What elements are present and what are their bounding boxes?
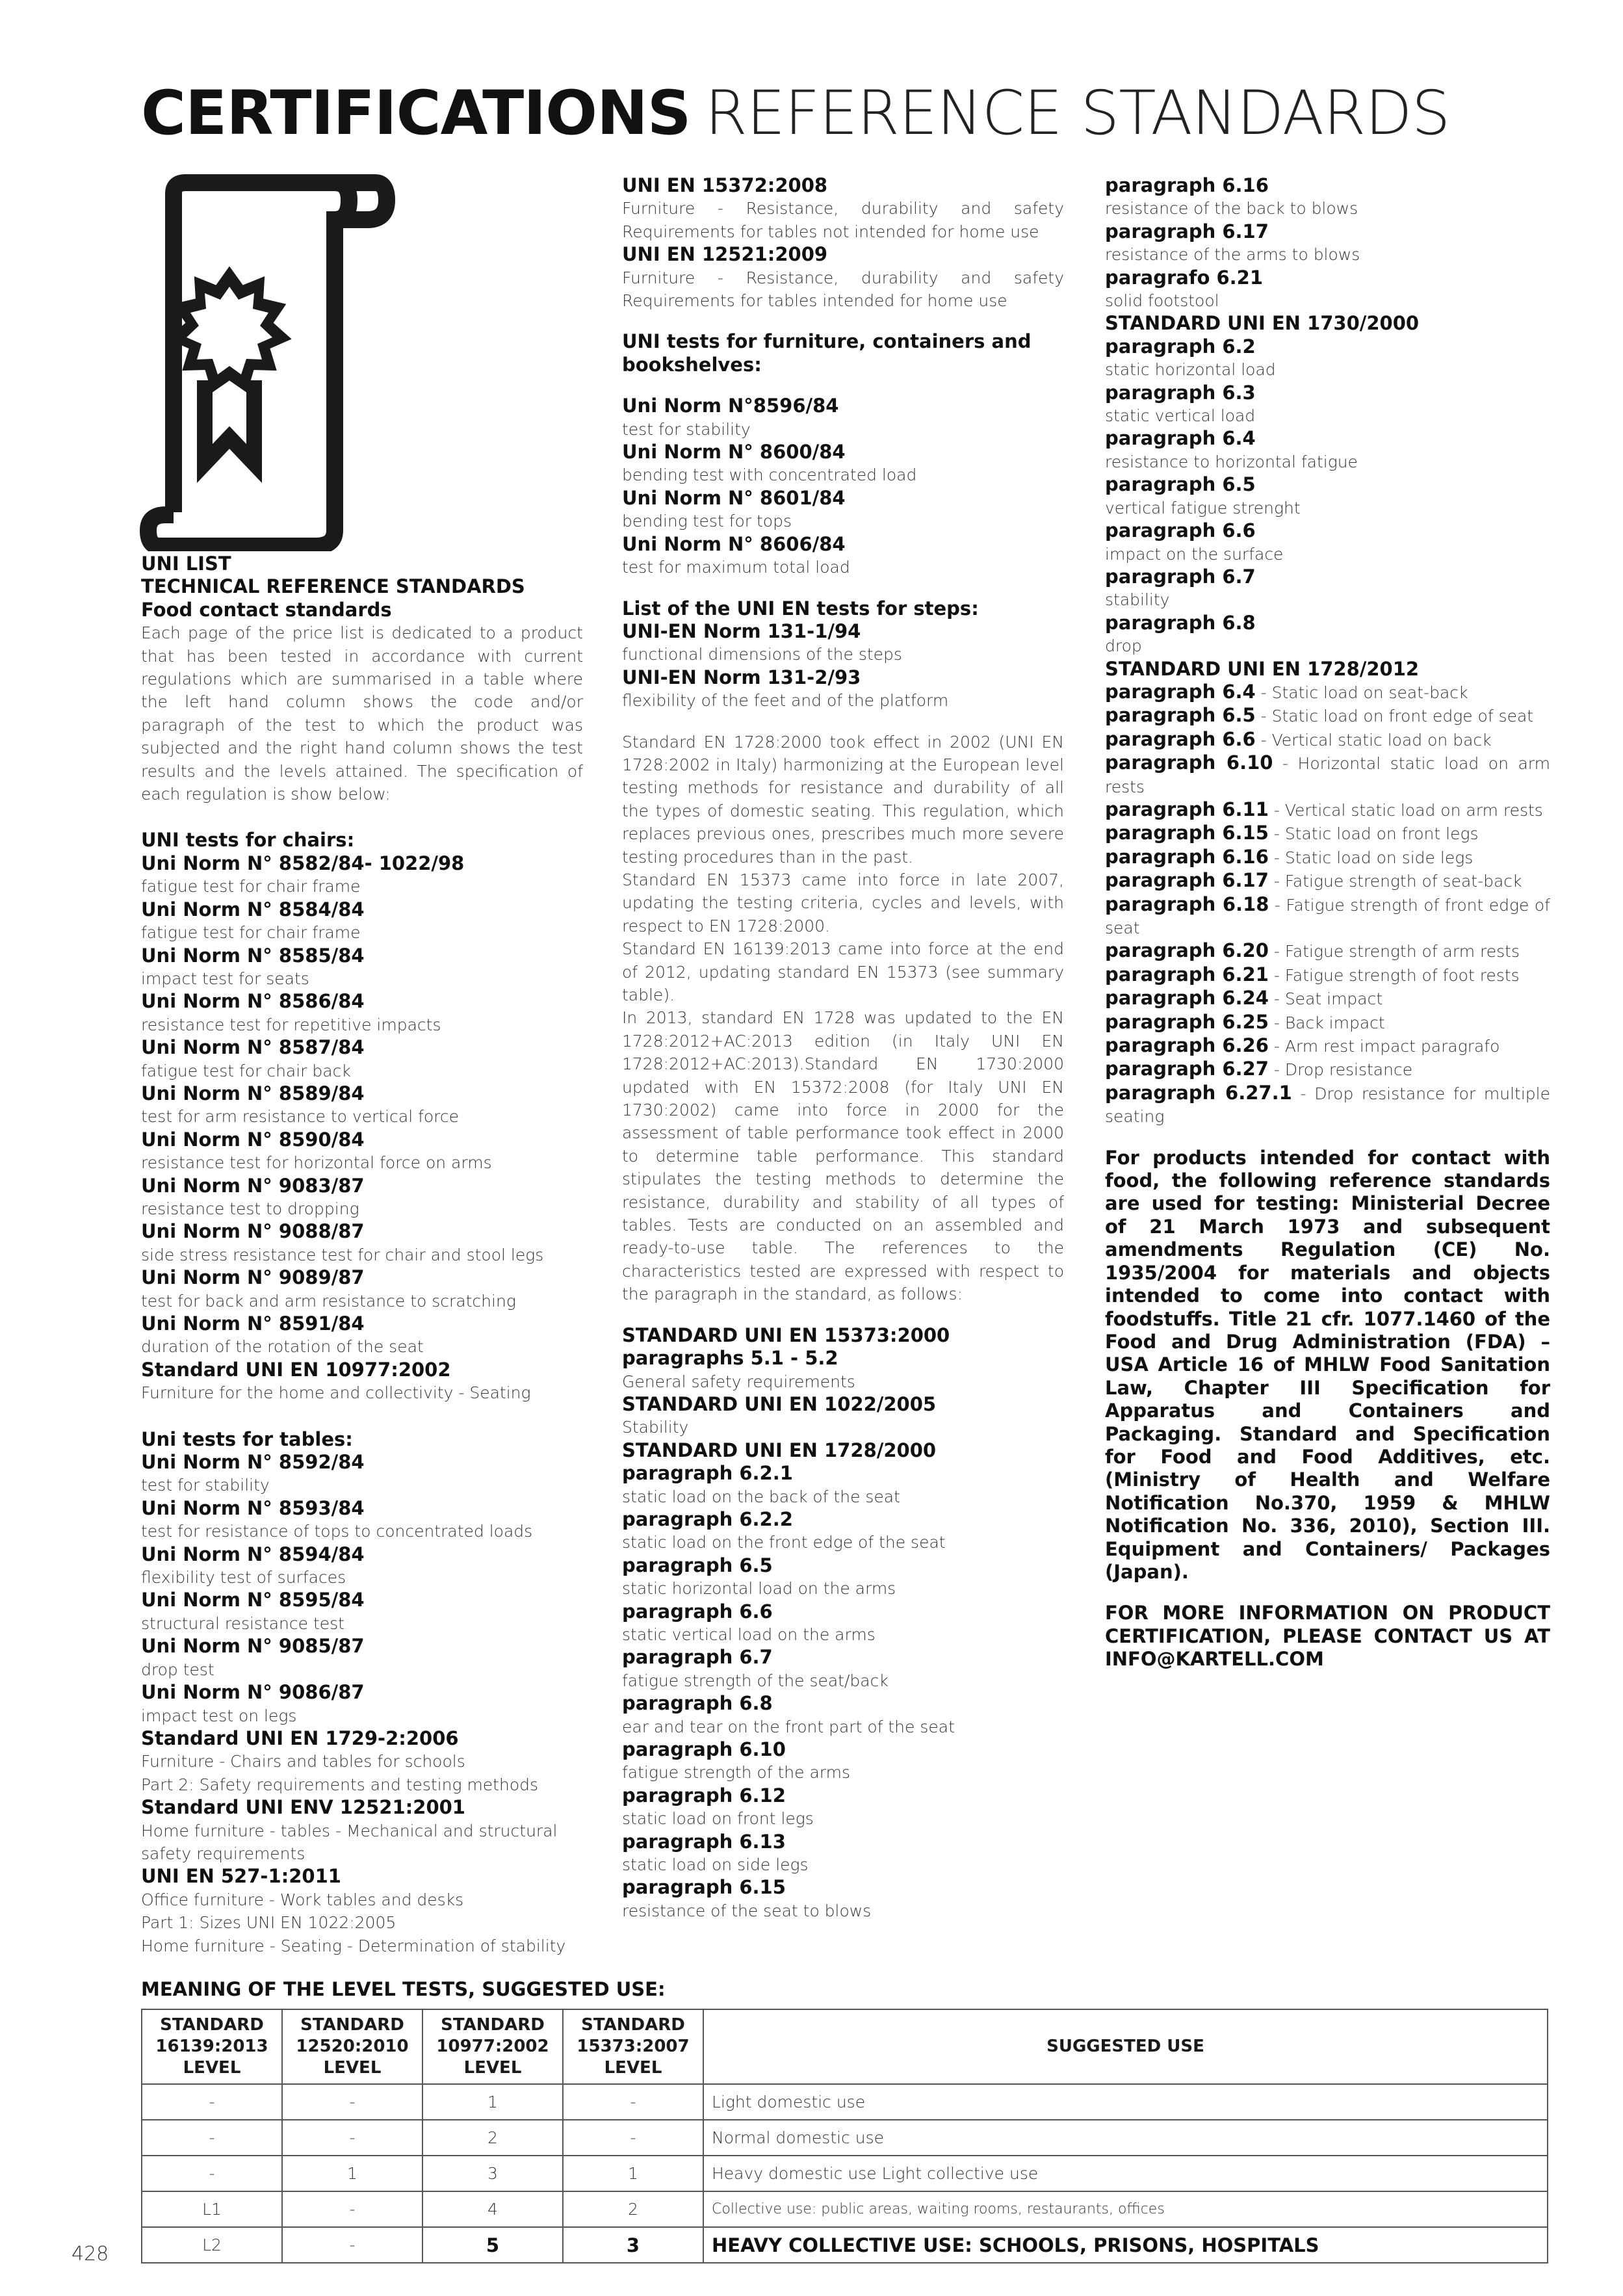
list-item: paragraph 6.11 - Vertical static load on arm rests	[1105, 798, 1543, 820]
header-15373: STANDARD 15373:2007 LEVEL	[563, 2009, 703, 2084]
list-item	[141, 852, 583, 898]
item-desc: test for maximum total load	[622, 558, 850, 577]
item-code: paragraph 6.7	[622, 1646, 773, 1669]
container-test-list	[622, 395, 1064, 579]
table-body	[142, 2084, 1548, 2263]
list-item	[622, 533, 1064, 579]
item-code: paragraph 6.18	[1105, 893, 1269, 915]
item-code: Uni Norm N° 9085/87	[141, 1635, 365, 1658]
item-code: paragraph 6.4	[1105, 427, 1256, 450]
list-item	[141, 990, 583, 1036]
item-code: Standard UNI EN 10977:2002	[141, 1358, 451, 1381]
cell-level: -	[282, 2120, 422, 2156]
item-code: Uni Norm N° 8585/84	[141, 944, 365, 967]
item-code: Uni Norm N° 8584/84	[141, 898, 365, 920]
list-item: paragraph 6.4 - Static load on seat-back	[1105, 680, 1468, 703]
item-desc: Stability	[622, 1418, 689, 1437]
steps-heading: List of the UNI EN tests for steps:	[622, 597, 979, 620]
technical-standards-heading: TECHNICAL REFERENCE STANDARDS	[141, 575, 525, 598]
header-12520: STANDARD 12520:2010 LEVEL	[282, 2009, 422, 2084]
paragraph-en1728: Standard EN 1728:2000 took effect in 2002 (UNI EN 1728:2002 in Italy) harmonizing at the European level testing methods for resistance and durability of all the types of domestic seating. This regulation, which replaces previous ones, prescribes much more severe testing procedures than in the past.	[622, 732, 1064, 867]
item-code: Uni Norm N° 9086/87	[141, 1681, 365, 1704]
item-desc: fatigue test for chair frame	[141, 923, 361, 943]
item-code: paragraph 6.11	[1105, 798, 1269, 820]
item-code: paragraph 6.2.1	[622, 1462, 793, 1485]
item-desc: Static load on seat-back	[1271, 683, 1468, 702]
item-desc: fatigue strength of the arms	[622, 1763, 850, 1782]
item-code: paragraph 6.13	[622, 1830, 786, 1853]
list-item	[141, 1082, 583, 1128]
list-item: paragraph 6.17 - Fatigue strength of seat-back	[1105, 869, 1522, 892]
list-item	[141, 1911, 583, 1934]
list-item	[622, 1554, 1064, 1600]
item-desc: flexibility test of surfaces	[141, 1568, 346, 1587]
item-code: paragraph 6.8	[622, 1692, 773, 1715]
list-item	[622, 1600, 1064, 1647]
cell-level: L1	[142, 2191, 282, 2227]
table-header-row	[142, 2009, 1548, 2084]
contact-paragraph: FOR MORE INFORMATION ON PRODUCT CERTIFICATION, PLEASE CONTACT US AT INFO@KARTELL.COM	[1105, 1602, 1550, 1671]
item-desc: Static load on front legs	[1284, 824, 1479, 844]
cell-suggested-use: HEAVY COLLECTIVE USE: SCHOOLS, PRISONS, HOSPITALS	[703, 2227, 1548, 2263]
cell-level: 1	[282, 2156, 422, 2191]
list-item	[622, 1646, 1064, 1692]
cell-level: 2	[422, 2120, 563, 2156]
item-code: paragrafo 6.21	[1105, 266, 1264, 289]
item-code: Uni Norm N° 8590/84	[141, 1128, 365, 1151]
list-item	[1105, 519, 1550, 566]
standard-paragraph-list	[622, 1324, 1064, 1923]
item-desc: Fatigue strength of front edge of seat	[1105, 895, 1550, 937]
list-item	[141, 1796, 583, 1865]
step-test-list	[622, 620, 1064, 712]
column-left	[141, 553, 583, 1957]
item-desc: Static load on side legs	[1284, 848, 1474, 867]
list-item	[141, 1635, 583, 1681]
item-code: paragraph 6.21	[1105, 963, 1269, 985]
item-desc: static horizontal load	[1105, 360, 1276, 380]
item-code: paragraph 6.10	[622, 1738, 786, 1760]
item-code: paragraph 6.15	[1105, 822, 1269, 844]
item-code: paragraph 6.6	[622, 1600, 773, 1623]
paragraph-en15373: Standard EN 15373 came into force in late 2007, updating the testing criteria, cycles and levels, with respect to EN 1728:2000.	[622, 870, 1064, 935]
item-desc: Part 2: Safety requirements and testing methods	[141, 1775, 539, 1794]
item-code: Uni Norm N° 8582/84- 1022/98	[141, 852, 465, 874]
item-desc: fatigue test for chair back	[141, 1061, 351, 1080]
item-code: UNI EN 527-1:2011	[141, 1865, 341, 1888]
list-item	[622, 1831, 1064, 1877]
list-item	[1105, 566, 1550, 612]
item-desc: static load on the front edge of the seat	[622, 1533, 946, 1552]
item-desc: resistance of the arms to blows	[1105, 245, 1360, 265]
list-item	[141, 1036, 583, 1082]
cell-level: 2	[563, 2191, 703, 2227]
column-right	[1105, 174, 1550, 1671]
item-desc: drop test	[141, 1660, 214, 1679]
header-16139: STANDARD 16139:2013 LEVEL	[142, 2009, 282, 2084]
item-code: paragraph 6.17	[1105, 869, 1269, 892]
item-code: Uni Norm N° 8601/84	[622, 486, 846, 509]
list-item	[141, 898, 583, 945]
item-desc: Arm rest impact paragrafo	[1284, 1037, 1500, 1056]
table-row	[142, 2191, 1548, 2227]
item-desc: static load on side legs	[622, 1855, 809, 1875]
item-desc: test for back and arm resistance to scratching	[141, 1291, 516, 1311]
item-desc: solid footstool	[1105, 291, 1219, 311]
item-desc: resistance of the seat to blows	[622, 1901, 872, 1920]
list-item: paragraph 6.27 - Drop resistance	[1105, 1058, 1413, 1080]
item-code: Uni Norm N° 9088/87	[141, 1220, 365, 1243]
intro-paragraph: Each page of the price list is dedicated to a product that has been tested in accordance with current regulations which are summarised in a table where the left hand column shows the code and/or paragraph of the test to which the product was subjected and the right hand column shows the test results and the levels attained. The specification of each regulation is show below:	[141, 623, 583, 804]
item-code: paragraph 6.6	[1105, 519, 1256, 542]
list-item	[622, 666, 1064, 712]
item-code: STANDARD UNI EN 1730/2000	[1105, 312, 1420, 335]
item-code: paragraph 6.2	[1105, 335, 1256, 358]
cell-level: L2	[142, 2227, 282, 2263]
item-code: paragraph 6.26	[1105, 1034, 1269, 1057]
item-desc: static load on front legs	[622, 1809, 814, 1829]
list-item: paragraph 6.16 - Static load on side legs	[1105, 845, 1474, 868]
cell-level: -	[142, 2120, 282, 2156]
item-code: paragraphs 5.1 - 5.2	[622, 1347, 838, 1370]
cell-level: -	[142, 2156, 282, 2191]
list-item	[1105, 612, 1550, 658]
item-desc: impact on the surface	[1105, 544, 1284, 564]
item-code: paragraph 6.5	[1105, 473, 1256, 496]
list-item: paragraph 6.21 - Fatigue strength of foot rests	[1105, 963, 1520, 985]
item-desc: test for arm resistance to vertical force	[141, 1107, 460, 1127]
list-item	[1105, 473, 1550, 519]
item-desc: static horizontal load on the arms	[622, 1579, 896, 1598]
level-table-title: MEANING OF THE LEVEL TESTS, SUGGESTED USE:	[141, 1978, 666, 2000]
list-item: paragraph 6.5 - Static load on front edge of seat	[1105, 704, 1534, 727]
item-desc: static vertical load on the arms	[622, 1624, 876, 1644]
item-code: paragraph 6.20	[1105, 939, 1269, 962]
paragraph-2013-update: In 2013, standard EN 1728 was updated to the EN 1728:2012+AC:2013 edition (in Italy UNI EN 1728:2012+AC:2013).Standard EN 1730:2000 updated with EN 15372:2008 (for Italy UNI EN 1730:2002) came into force in 2000 for the assessment of table performance took effect in 2000 to determine table performance. This standard stipulates the testing methods to determine the resistance, durability and stability of all types of tables. Tests are conducted on an assembled and ready-to-use table. The references to the characteristics tested are expressed with respect to the paragraph in the standard, as follows:	[622, 1008, 1064, 1304]
paragraph-en16139: Standard EN 16139:2013 came into force at the end of 2012, updating standard EN 15373 (see summary table).	[622, 939, 1064, 1004]
chairs-heading: UNI tests for chairs:	[141, 829, 355, 852]
header-10977: STANDARD 10977:2002 LEVEL	[422, 2009, 563, 2084]
std-1728-2012-heading: STANDARD UNI EN 1728/2012	[1105, 657, 1420, 680]
cell-suggested-use: Collective use: public areas, waiting rooms, restaurants, offices	[703, 2191, 1548, 2227]
item-code: paragraph 6.10	[1105, 751, 1273, 774]
list-item	[622, 1738, 1064, 1784]
item-desc: Vertical static load on arm rests	[1284, 800, 1543, 820]
item-desc: Part 1: Sizes UNI EN 1022:2005	[141, 1913, 396, 1933]
item-desc: Furniture - Chairs and tables for schools	[141, 1752, 465, 1771]
cell-level: -	[282, 2191, 422, 2227]
item-desc: resistance test to dropping	[141, 1199, 359, 1218]
item-code: Uni Norm N° 8594/84	[141, 1543, 365, 1565]
cell-level: -	[282, 2227, 422, 2263]
cell-level: 1	[563, 2156, 703, 2191]
item-desc: bending test for tops	[622, 512, 792, 531]
cell-level: -	[142, 2084, 282, 2120]
item-desc: resistance test for repetitive impacts	[141, 1015, 441, 1034]
item-code: Uni Norm N°8596/84	[622, 395, 839, 417]
item-code: UNI-EN Norm 131-2/93	[622, 666, 861, 688]
item-code: paragraph 6.27.1	[1105, 1081, 1292, 1104]
item-desc: Drop resistance	[1284, 1060, 1413, 1080]
item-desc: Furniture - Resistance, durability and safety Requirements for tables not intended for home use	[622, 199, 1064, 241]
list-item	[622, 1784, 1064, 1831]
list-item	[1105, 312, 1550, 335]
list-item: paragraph 6.18 - Fatigue strength of front edge of seat	[1105, 893, 1550, 937]
item-desc: resistance of the back to blows	[1105, 199, 1358, 218]
item-desc: Horizontal static load on arm rests	[1105, 754, 1550, 796]
table-row	[142, 2227, 1548, 2263]
cell-level: 3	[563, 2227, 703, 2263]
cell-suggested-use: Normal domestic use	[703, 2120, 1548, 2156]
item-desc: Back impact	[1284, 1013, 1385, 1032]
list-item: paragraph 6.15 - Static load on front legs	[1105, 822, 1479, 844]
list-item	[141, 1773, 583, 1796]
item-desc: impact test on legs	[141, 1706, 297, 1725]
item-desc: resistance to horizontal fatigue	[1105, 452, 1358, 471]
item-desc: General safety requirements	[622, 1372, 855, 1391]
item-desc: Drop resistance for multiple seating	[1105, 1084, 1551, 1127]
list-item: paragraph 6.27.1 - Drop resistance for multiple seating	[1105, 1081, 1551, 1127]
table-row	[142, 2156, 1548, 2191]
item-desc: Static load on front edge of seat	[1271, 707, 1534, 726]
item-desc: Vertical static load on back	[1271, 730, 1492, 750]
item-desc: Fatigue strength of arm rests	[1284, 942, 1520, 961]
list-item	[141, 1220, 583, 1266]
item-desc: Home furniture - Seating - Determination of stability	[141, 1936, 566, 1955]
item-code: UNI EN 15372:2008	[622, 174, 828, 196]
list-item	[141, 1359, 583, 1405]
item-code: Uni Norm N° 8595/84	[141, 1589, 365, 1611]
cell-level: 1	[422, 2084, 563, 2120]
list-item	[141, 1128, 583, 1175]
list-item	[141, 1935, 583, 1957]
item-desc: Home furniture - tables - Mechanical and structural safety requirements	[141, 1821, 558, 1863]
item-code: Uni Norm N° 8593/84	[141, 1496, 365, 1519]
list-item	[141, 1543, 583, 1589]
table-test-list	[141, 1451, 583, 1957]
item-desc: Office furniture - Work tables and desks	[141, 1890, 464, 1909]
tables-heading: Uni tests for tables:	[141, 1428, 353, 1450]
item-code: STANDARD UNI EN 1022/2005	[622, 1392, 937, 1415]
item-code: Uni Norm N° 9089/87	[141, 1266, 365, 1289]
item-code: paragraph 6.16	[1105, 845, 1269, 868]
item-code: Standard UNI ENV 12521:2001	[141, 1796, 465, 1819]
list-item	[1105, 174, 1550, 220]
list-item	[1105, 427, 1550, 473]
item-code: Uni Norm N° 8600/84	[622, 441, 846, 463]
list-item	[622, 487, 1064, 533]
list-item	[141, 1312, 583, 1359]
list-item	[622, 620, 1064, 666]
page-number: 428	[71, 2243, 109, 2265]
list-item	[622, 1439, 1064, 1462]
item-code: paragraph 6.16	[1105, 174, 1269, 196]
item-desc: bending test with concentrated load	[622, 465, 917, 485]
item-desc: resistance test for horizontal force on arms	[141, 1153, 492, 1173]
item-desc: fatigue test for chair frame	[141, 877, 361, 896]
item-code: UNI EN 12521:2009	[622, 243, 828, 266]
list-item	[141, 1589, 583, 1635]
uni-list-heading: UNI LIST	[141, 553, 231, 575]
item-code: paragraph 6.5	[1105, 704, 1256, 727]
item-desc: fatigue strength of the seat/back	[622, 1671, 889, 1690]
item-code: paragraph 6.8	[1105, 611, 1256, 634]
list-item	[1105, 382, 1550, 428]
list-item: paragraph 6.10 - Horizontal static load on arm rests	[1105, 751, 1550, 796]
item-code: paragraph 6.3	[1105, 381, 1256, 404]
food-contact-heading: Food contact standards	[141, 598, 392, 621]
item-desc: test for stability	[141, 1476, 270, 1495]
item-desc: Fatigue strength of foot rests	[1284, 965, 1520, 985]
cell-level: 4	[422, 2191, 563, 2227]
item-desc: Seat impact	[1284, 989, 1383, 1009]
table-row	[142, 2084, 1548, 2120]
item-code: paragraph 6.6	[1105, 727, 1256, 750]
item-code: Uni Norm N° 8589/84	[141, 1082, 365, 1104]
column-middle	[622, 174, 1064, 1922]
list-item	[141, 1727, 583, 1773]
list-item	[141, 1681, 583, 1727]
item-desc: duration of the rotation of the seat	[141, 1337, 424, 1357]
item-desc: test for resistance of tops to concentrated loads	[141, 1522, 533, 1541]
item-code: paragraph 6.12	[622, 1784, 786, 1807]
list-item: paragraph 6.20 - Fatigue strength of arm rests	[1105, 939, 1520, 962]
header-suggested-use: SUGGESTED USE	[703, 2009, 1548, 2084]
page-title: CERTIFICATIONS REFERENCE STANDARDS	[141, 78, 1450, 149]
item-desc: static vertical load	[1105, 406, 1256, 426]
item-code: Uni Norm N° 8592/84	[141, 1451, 365, 1474]
list-item	[1105, 335, 1550, 382]
chair-test-list	[141, 852, 583, 1405]
item-desc: stability	[1105, 590, 1170, 610]
item-desc: functional dimensions of the steps	[622, 645, 902, 664]
top-standard-list	[622, 174, 1064, 312]
list-item	[622, 441, 1064, 487]
cell-level: 5	[422, 2227, 563, 2263]
list-item	[141, 1497, 583, 1543]
item-code: STANDARD UNI EN 15373:2000	[622, 1324, 950, 1346]
certificate-scroll-icon	[140, 174, 400, 551]
item-desc: Furniture for the home and collectivity - Seating	[141, 1383, 531, 1403]
paragraph-list-top	[1105, 174, 1550, 658]
item-code: paragraph 6.5	[622, 1554, 773, 1576]
list-item	[141, 1175, 583, 1221]
list-item	[1105, 267, 1550, 313]
table-row	[142, 2120, 1548, 2156]
list-item	[622, 1508, 1064, 1554]
item-desc: flexibility of the feet and of the platform	[622, 691, 949, 711]
item-code: paragraph 6.2.2	[622, 1507, 793, 1530]
item-code: paragraph 6.25	[1105, 1010, 1269, 1033]
item-desc: Fatigue strength of seat-back	[1284, 872, 1522, 891]
list-item	[622, 1462, 1064, 1508]
std-1728-2012-list	[1105, 681, 1550, 1128]
food-contact-paragraph: For products intended for contact with food, the following reference standards are used for testing: Ministerial Decree of 21 March 1973 and subsequent amendments Regulation (CE) No. 1935/2004 for materials and objects intended to come into contact with foodstuffs. Title 21 cfr. 1077.1460 of the Food and Drug Administration (FDA) – USA Article 16 of MHLW Food Sanitation Law, Chapter III Specification for Apparatus and Containers and Packaging. Standard and Specification for Food and Food Additives, etc. (Ministry of Health and Welfare Notification No.370, 1959 & MHLW Notification No. 336, 2010), Section III. Equipment and Containers/ Packages (Japan).	[1105, 1146, 1550, 1583]
cell-level: -	[282, 2084, 422, 2120]
item-code: Standard UNI EN 1729-2:2006	[141, 1727, 459, 1749]
list-item	[141, 1451, 583, 1497]
list-item	[622, 1692, 1064, 1738]
list-item	[622, 1347, 1064, 1393]
containers-heading: UNI tests for furniture, containers and bookshelves:	[622, 330, 1032, 376]
item-code: paragraph 6.4	[1105, 680, 1256, 703]
cell-level: -	[563, 2120, 703, 2156]
item-code: STANDARD UNI EN 1728/2000	[622, 1439, 937, 1461]
item-desc: structural resistance test	[141, 1613, 344, 1633]
item-desc: Furniture - Resistance, durability and safety Requirements for tables intended for home use	[622, 268, 1064, 311]
list-item: paragraph 6.25 - Back impact	[1105, 1010, 1385, 1033]
item-code: paragraph 6.15	[622, 1876, 786, 1899]
list-item	[622, 243, 1064, 312]
list-item	[141, 945, 583, 991]
item-code: paragraph 6.17	[1105, 220, 1269, 242]
item-code: paragraph 6.7	[1105, 565, 1256, 588]
list-item: paragraph 6.26 - Arm rest impact paragrafo	[1105, 1034, 1500, 1057]
item-desc: static load on the back of the seat	[622, 1487, 900, 1506]
list-item	[1105, 220, 1550, 267]
item-desc: side stress resistance test for chair and stool legs	[141, 1245, 544, 1264]
list-item: paragraph 6.24 - Seat impact	[1105, 987, 1383, 1010]
list-item	[141, 1266, 583, 1312]
item-code: UNI-EN Norm 131-1/94	[622, 620, 861, 642]
item-code: paragraph 6.27	[1105, 1058, 1269, 1080]
cell-level: 3	[422, 2156, 563, 2191]
level-tests-table	[141, 2009, 1548, 2263]
item-code: paragraph 6.24	[1105, 987, 1269, 1010]
cell-suggested-use: Heavy domestic use Light collective use	[703, 2156, 1548, 2191]
item-code: Uni Norm N° 8587/84	[141, 1036, 365, 1059]
item-code: Uni Norm N° 8591/84	[141, 1312, 365, 1335]
item-desc: ear and tear on the front part of the seat	[622, 1717, 955, 1736]
list-item	[622, 395, 1064, 441]
item-code: Uni Norm N° 9083/87	[141, 1174, 365, 1197]
item-desc: vertical fatigue strenght	[1105, 498, 1301, 517]
list-item	[141, 1865, 583, 1911]
item-code: Uni Norm N° 8606/84	[622, 532, 846, 555]
cell-suggested-use: Light domestic use	[703, 2084, 1548, 2120]
list-item	[622, 174, 1064, 243]
list-item: paragraph 6.6 - Vertical static load on back	[1105, 727, 1492, 750]
cell-level: -	[563, 2084, 703, 2120]
item-desc: impact test for seats	[141, 969, 309, 988]
list-item	[622, 1876, 1064, 1922]
item-desc: test for stability	[622, 419, 751, 439]
item-desc: drop	[1105, 636, 1142, 656]
item-code: Uni Norm N° 8586/84	[141, 990, 365, 1013]
list-item	[622, 1393, 1064, 1439]
list-item	[622, 1324, 1064, 1347]
